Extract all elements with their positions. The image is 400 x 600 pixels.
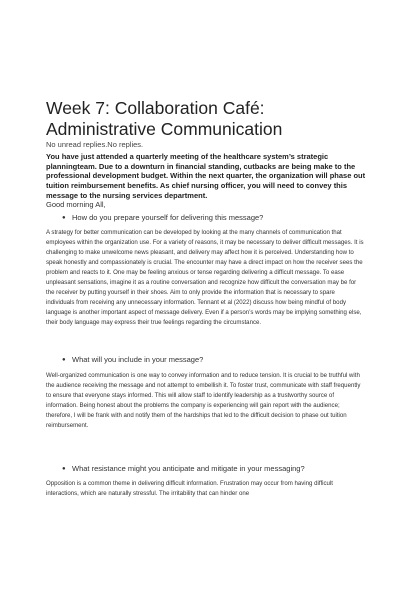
answer-paragraph-1: A strategy for better communication can be developed by looking at the many channels of communication that employees within the organization use. For a variety of reasons, it may be necessary to deliver difficult messages. It is challenging to make unwelcome news pleasant, and delivery may affect how it is perceived. Understanding how to speak honestly and compassionately is crucial. The encounter may have a direct impact on how the receiver sees the problem and reacts to it. One may be feeling anxious or tense regarding delivering a difficult message. To ease unpleasant sensations, imagine it as a routine conversation and recognize how difficult the conversation may be for the receiver by putting yourself in their shoes. Aim to only provide the information that is necessary to spare individuals from receiving any unnecessary information. Tennant et al (2022) discuss how being mindful of body language is another important aspect of message delivery. Even if a person’s words may be implying something else, their body language may express their true feelings regarding the circumstance. — [46, 229, 364, 326]
bullet-icon: ● — [62, 466, 66, 473]
question-2 — [62, 355, 362, 365]
reply-status: No unread replies.No replies. — [46, 140, 144, 149]
question-3 — [62, 464, 362, 474]
question-text: What resistance might you anticipate and mitigate in your messaging? — [72, 464, 305, 473]
question-text: What will you include in your message? — [72, 355, 204, 364]
page-title: Week 7: Collaboration Café: Administrative Communication — [46, 98, 283, 139]
question-1 — [62, 213, 362, 223]
answer-paragraph-2: Well-organized communication is one way to convey information and to reduce tension. It is crucial to be truthful with the audience receiving the message and not attempt to embellish it. To foster trust, communicate with staff frequently to ensure that everyone stays informed. This will allow staff to identify leadership as a trustworthy source of information. Being honest about the problems the company is experiencing will gain report with the audience; therefore, I will be frank with and notify them of the hardships that led to the difficult decision to phase out tuition reimbursement. — [46, 372, 361, 429]
discussion-prompt: You have just attended a quarterly meeting of the healthcare system’s strategic planningteam. Due to a downturn in financial standing, cutbacks are being make to the professional development budget. Within the next quarter, the organization will phase out tuition reimbursement benefits. As chief nursing officer, you will need to convey this message to the nursing services department. — [46, 152, 366, 200]
question-text: How do you prepare yourself for delivering this message? — [72, 213, 264, 222]
answer-paragraph-3: Opposition is a common theme in delivering difficult information. Frustration may occur from having difficult interactions, which are naturally stressful. The irritability that can hinder one — [46, 480, 333, 497]
bullet-icon: ● — [62, 357, 66, 364]
greeting: Good morning All, — [46, 200, 106, 209]
bullet-icon: ● — [62, 215, 66, 222]
